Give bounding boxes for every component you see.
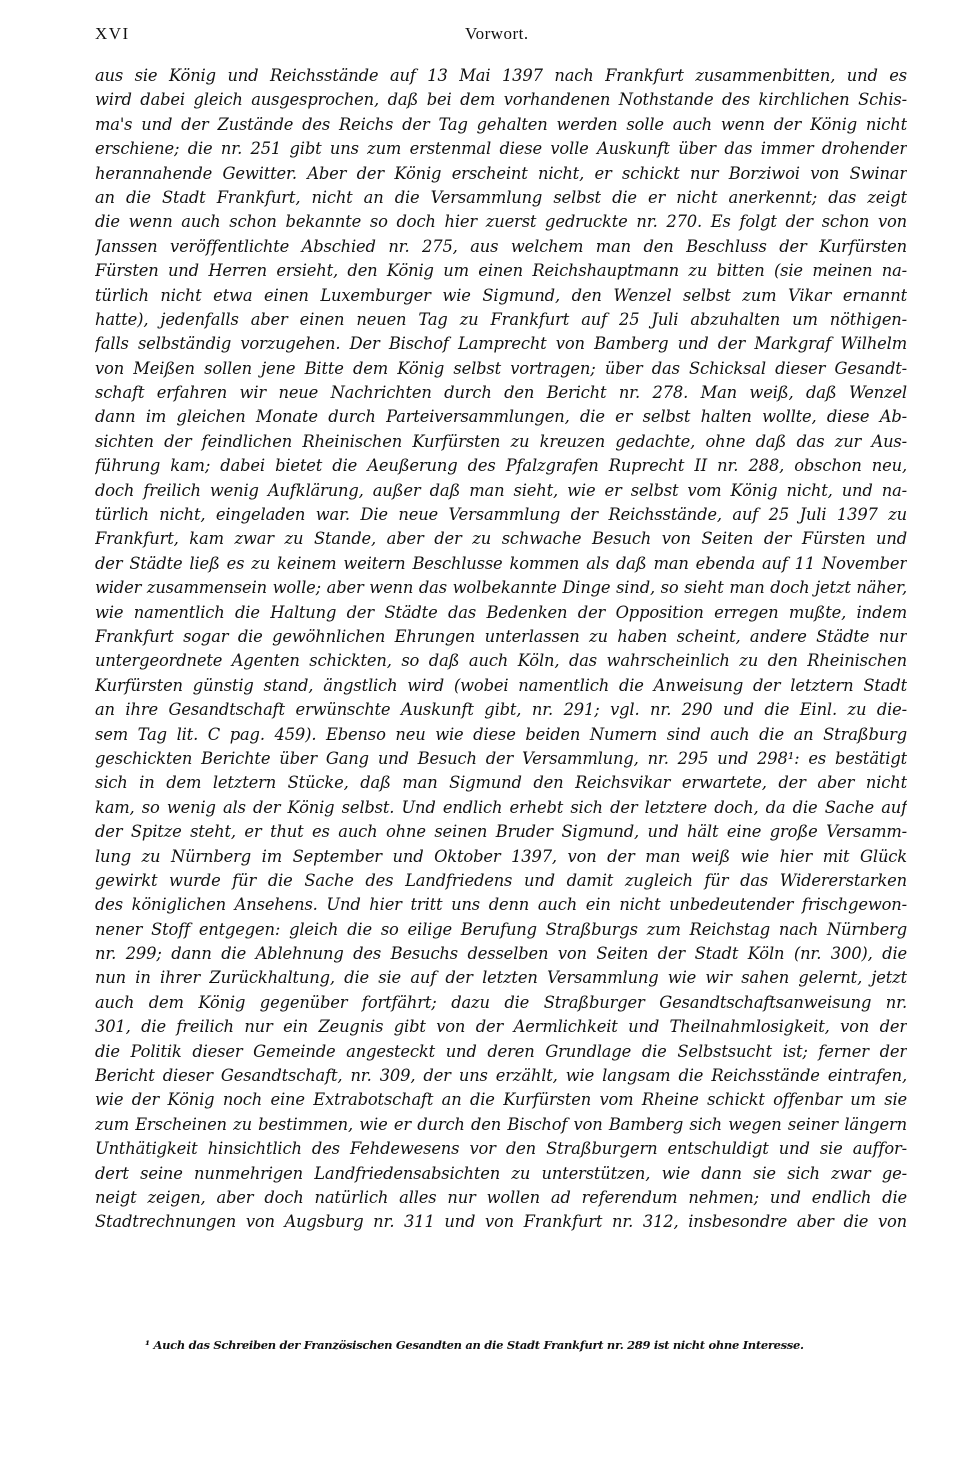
text-line: wird dabei gleich ausgesprochen, daß bei dem vorhandenen Nothstande des kirchlichen Schis- <box>95 90 907 110</box>
text-line: untergeordnete Agenten schickten, so daß auch Köln, das wahrscheinlich zu den Rheinischen <box>95 651 907 671</box>
text-line: geschickten Berichte über Gang und Besuch der Versammlung, nr. 295 und 298¹: es bestätigt <box>95 748 907 768</box>
text-line: die wenn auch schon bekannte so doch hier zuerst gedruckte nr. 270. Es folgt der schon von <box>95 212 907 232</box>
text-line: des königlichen Ansehens. Und hier tritt uns denn auch ein nicht unbedeutender frischgewon- <box>95 895 907 915</box>
text-line: sem Tag lit. C pag. 459). Ebenso neu wie diese beiden Numern sind auch die an Straßburg <box>95 724 907 744</box>
text-line: ma's und der Zustände des Reichs der Tag gehalten werden solle auch wenn der König nicht <box>95 114 907 134</box>
text-line: Frankfurt sogar die gewöhnlichen Ehrungen unterlassen zu haben scheint, andere Städte nur <box>95 626 907 646</box>
text-line: türlich nicht etwa einen Luxemburger wie Sigmund, den Wenzel selbst zum Vikar ernannt <box>95 285 907 305</box>
text-line: neigt zeigen, aber doch natürlich alles nur wollen ad referendum nehmen; und endlich die <box>95 1187 907 1207</box>
text-line: wie der König noch eine Extrabotschaft an die Kurfürsten vom Rheine schickt offenbar um sie <box>95 1090 907 1110</box>
text-line: schaft erfahren wir neue Nachrichten durch den Bericht nr. 278. Man weiß, daß Wenzel <box>95 383 907 403</box>
text-line: aus sie König und Reichsstände auf 13 Mai 1397 nach Frankfurt zusammenbitten, und es <box>95 66 907 85</box>
text-line: der Spitze steht, er thut es auch ohne seinen Bruder Sigmund, und hält eine große Versamm- <box>95 822 907 842</box>
text-line: der Städte ließ es zu keinem weitern Beschlusse kommen als daß man ebenda auf 11 November <box>95 553 907 573</box>
text-line: an ihre Gesandtschaft erwünschte Auskunft gibt, nr. 291; vgl. nr. 290 und die Einl. zu die- <box>95 700 907 720</box>
text-line: dann im gleichen Monate durch Parteiversammlungen, die er selbst halten wollte, diese Ab- <box>95 407 907 427</box>
text-line: Frankfurt, kam zwar zu Stande, aber der zu schwache Besuch von Seiten der Fürsten und <box>95 529 907 549</box>
text-line: wie namentlich die Haltung der Städte das Bedenken der Opposition erregen mußte, indem <box>95 602 907 622</box>
text-line: Bericht dieser Gesandtschaft, nr. 309, der uns erzählt, wie langsam die Reichsstände eintrafen, <box>95 1066 907 1086</box>
text-line: Stadtrechnungen von Augsburg nr. 311 und von Frankfurt nr. 312, insbesondre aber die von <box>95 1212 907 1232</box>
text-line: doch freilich wenig Aufklärung, außer daß man sieht, wie er selbst vom König nicht, und na- <box>95 480 907 500</box>
page-header <box>95 24 905 48</box>
text-line: hatte), jedenfalls aber einen neuen Tag zu Frankfurt auf 25 Juli abzuhalten um nöthigen- <box>95 309 907 329</box>
text-line: Janssen veröffentlichte Abschied nr. 275, aus welchem man den Beschluss der Kurfürsten <box>95 236 907 256</box>
body-text <box>95 64 907 1235</box>
text-line: wider zusammensein wolle; aber wenn das wolbekannte Dinge sind, so sieht man doch jetzt näher, <box>95 578 907 598</box>
text-line: herannahende Gewitter. Aber der König erscheint nicht, er schickt nur Borziwoi von Swinar <box>95 163 907 183</box>
text-line: Unthätigkeit hinsichtlich des Fehdewesens vor den Straßburgern entschuldigt und sie auffor- <box>95 1139 907 1159</box>
text-line: zum Erscheinen zu bestimmen, wie er durch den Bischof von Bamberg sich wegen seiner längern <box>95 1114 907 1134</box>
text-line: nr. 299; dann die Ablehnung des Besuchs desselben von Seiten der Stadt Köln (nr. 300), die <box>95 944 907 964</box>
text-line: dert seine nunmehrigen Landfriedensabsichten zu unterstützen, wie dann sie sich zwar ge- <box>95 1163 907 1183</box>
text-line: nener Stoff entgegen: gleich die so eilige Berufung Straßburgs zum Reichstag nach Nürnberg <box>95 919 907 939</box>
text-line: falls selbständig vorzugehen. Der Bischof Lamprecht von Bamberg und der Markgraf Wilhelm <box>95 334 907 354</box>
text-line: Fürsten und Herren ersieht, den König um einen Reichshauptmann zu bitten (sie meinen na- <box>95 261 907 281</box>
text-line: türlich nicht, eingeladen war. Die neue Versammlung der Reichsstände, auf 25 Juli 1397 zu <box>95 505 907 525</box>
text-line: von Meißen sollen jene Bitte dem König selbst vortragen; über das Schicksal dieser Gesandt- <box>95 358 907 378</box>
text-line: sichten der feindlichen Rheinischen Kurfürsten zu kreuzen gedachte, ohne daß das zur Aus- <box>95 431 907 451</box>
running-title: Vorwort. <box>465 24 529 43</box>
text-line: nun in ihrer Zurückhaltung, die sie auf der letzten Versammlung wie wir sahen gelernt, jetzt <box>95 968 907 988</box>
page-number: XVI <box>95 24 130 43</box>
text-line: auch dem König gegenüber fortfährt; dazu die Straßburger Gesandtschaftsanweisung nr. <box>95 992 907 1012</box>
text-line: sich in dem letztern Stücke, daß man Sigmund den Reichsvikar erwartete, der aber nicht <box>95 773 907 793</box>
text-line: erschiene; die nr. 251 gibt uns zum erstenmal diese volle Auskunft über das immer drohender <box>95 139 907 159</box>
text-line: lung zu Nürnberg im September und Oktober 1397, von der man weiß wie hier mit Glück <box>95 846 907 866</box>
text-line: kam, so wenig als der König selbst. Und endlich erhebt sich der letztere doch, da die Sache auf <box>95 797 907 817</box>
text-line: gewirkt wurde für die Sache des Landfriedens und damit zugleich für das Widererstarken <box>95 870 907 890</box>
text-line: 301, die freilich nur ein Zeugnis gibt von der Aermlichkeit und Theilnahmlosigkeit, von der <box>95 1017 907 1037</box>
footnote: ¹ Auch das Schreiben der Französischen Gesandten an die Stadt Frankfurt nr. 289 ist nicht ohne Interesse. <box>145 1338 804 1352</box>
text-line: die Politik dieser Gemeinde angesteckt und deren Grundlage die Selbstsucht ist; ferner der <box>95 1041 907 1061</box>
text-line: an die Stadt Frankfurt, nicht an die Versammlung selbst die er nicht anerkennt; das zeigt <box>95 187 907 207</box>
text-line: Kurfürsten günstig stand, ängstlich wird (wobei namentlich die Anweisung der letztern Stadt <box>95 675 907 695</box>
text-line: führung kam; dabei bietet die Aeußerung des Pfalzgrafen Ruprecht II nr. 288, obschon neu, <box>95 456 907 476</box>
